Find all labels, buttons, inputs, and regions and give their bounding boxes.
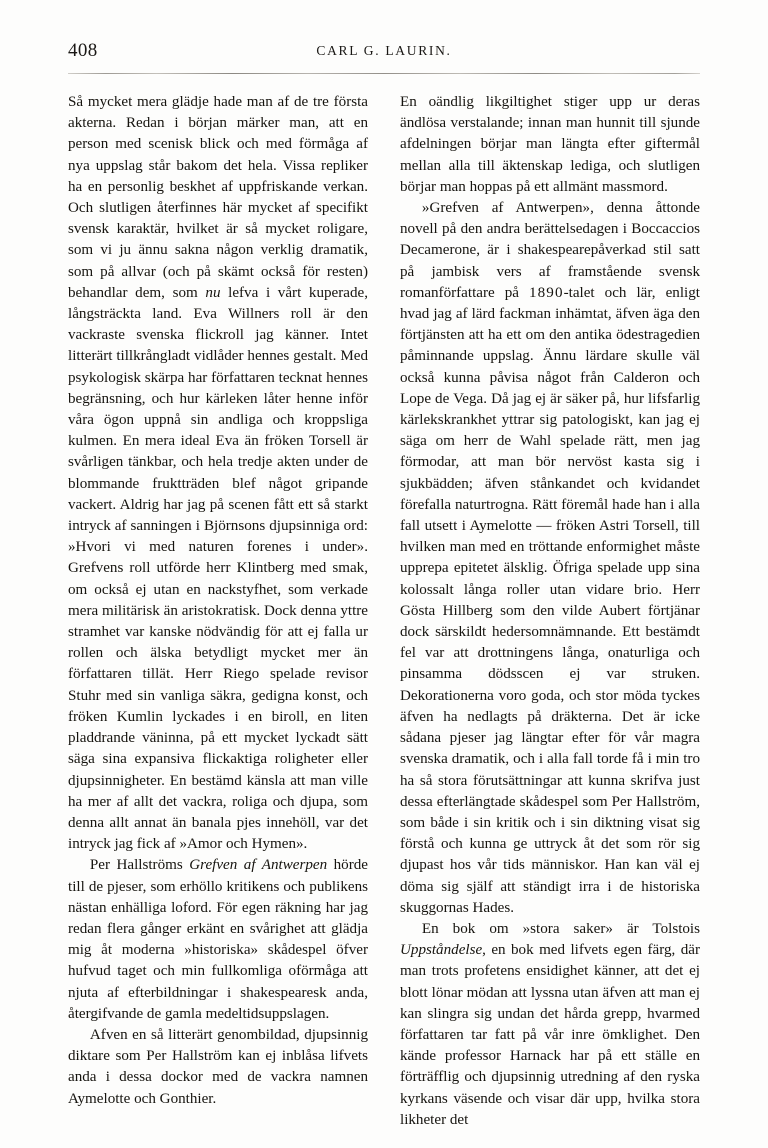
year-1890: 1890 xyxy=(529,284,564,301)
page-header xyxy=(68,40,700,70)
running-head: CARL G. LAURIN. xyxy=(316,43,452,58)
folio-number: 408 xyxy=(68,40,98,61)
paragraph-right-2 xyxy=(400,198,700,919)
paragraph-text: Så mycket mera glädje hade man af de tre första akterna. Redan i början märker man, att en person med scenisk blick och med förmåga af nya uppslag står bakom det hela. Vissa repliker ha en personlig beskhet af uppfriskande verkan. Och slutligen återfinnes här mycket af specifikt svensk karaktär, hvilket är så mycket roligare, som vi ju ännu sakna någon verklig dramatik, som på allvar (och på skämt också för resten) behandlar dem, som xyxy=(68,94,368,301)
paragraph-left-1 xyxy=(68,92,368,855)
header-rule xyxy=(68,73,700,74)
left-column xyxy=(68,92,368,1131)
right-column xyxy=(400,92,700,1131)
paragraph-left-3: Afven en så litterärt genombildad, djupsinnig diktare som Per Hallström kan ej inblåsa lifvets anda i dessa dockor med de vackra namnen Aymelotte och Gonthier. xyxy=(68,1026,368,1107)
paragraph-right-3 xyxy=(400,919,700,1131)
paragraph-text-cont: -talet och lär, enligt hvad jag af lärd fackman inhämtat, äfven äga den förtjänsten att ha ett om den antika ödestragedien påminnande uppslag. Ännu lärdare skulle väl också kunna påvisa något från Calderon och Lope de Vega. Då jag ej är säker på, hur lifsfarlig kärlekskrankhet yttrar sig patologiskt, kan jag ej säga om herr de Wahl spelade rätt, men jag förmodar, att man bör nervöst kasta sig i sjukbädden; äfven stånkandet och kvidandet förefalla naturtrogna. Rätt föremål hade han i alla fall utsett i Aymelotte — fröken Astri Torsell, till hvilken man med en tröttande enformighet måste upprepa epitetet älsklig. Öfriga spelade upp sina kolossalt långa roller utan vidare brio. Herr Gösta Hillberg som den vilde Aubert förtjänar dock särskildt hedersomnämnande. Ett bestämdt fel var att drottningens långa, onaturliga och pinsamma dödsscen ej var struken. Dekorationerna voro goda, och stor möda tyckes äfven ha nedlagts på dräkterna. Det är icke sådana pjeser jag längtar efter för vår magra svenska dramatik, och i alla fall torde få i min tro ha så stora förutsättningar att kunna skrifva just dessa efterlängtade skådespel som Per Hallström, som både i sin kritik och i sin diktning visat sig förstå och kunna ge uttryck åt det som rör sig djupast hos vår tids människor. Han kan väl ej döma sig själf att ständigt irra i de historiska skuggornas Hades. xyxy=(400,284,700,916)
paragraph-text-cont: , en bok med lifvets egen färg, där man trots profetens ensidighet känner, att det ej blott lönar mödan att lyssna utan äfven att man ej kan slingra sig undan det hårda grepp, hvarmed författaren tar fatt på vår inre ömklighet. Den kände professor Harnack har på ett ställe en förträfflig och djupsinnig utredning af den ryska kyrkans väsende och visar där upp, hvilka stora likheter det xyxy=(400,942,700,1128)
paragraph-right-1: En oändlig likgiltighet stiger upp ur deras ändlösa verstalande; innan man hunnit till sjunde afdelningen börjar man längta efter giftermål mellan alla till äktenskap lediga, och slutligen börjar man hoppas på ett allmänt massmord. xyxy=(400,94,700,195)
paragraph-text-cont: hörde till de pjeser, som erhöllo kritikens och publikens nästan enhälliga loford. För egen räkning har jag redan flera gånger erkänt en svårighet att glädja mig åt moderna »historiska» skådespel öfver hufvud taget och min fullkomliga oförmåga att njuta af efterbildningar i shakespearesk anda, återgifvande de gamla medeltidsuppslagen. xyxy=(68,857,368,1022)
body-columns xyxy=(68,92,700,1131)
work-title-grefven-af-antwerpen: Grefven af Antwerpen xyxy=(189,857,328,874)
paragraph-text: »Grefven af Antwerpen», denna åttonde novell på den andra berättelsedagen i Boccaccios Decamerone, är i shakespearepåverkad stil satt på jambisk vers af framstående svensk romanförfattare på xyxy=(400,200,700,301)
paragraph-text-cont: lefva i vårt kuperade, långsträckta land. Eva Willners roll är den vackraste svenska flickroll jag känner. Intet litterärt tillkrångladt vidlåder hennes gestalt. Med psykologisk skärpa har författaren tecknat hennes begränsning, och hur kärleken låter henne inför våra ögon uppnå sin andliga och kroppsliga kulmen. En mera ideal Eva än fröken Torsell är svårligen tänkbar, och hela tredje akten under de blommande fruktträden blef något gripande vackert. Aldrig har jag på scenen fått ett så starkt intryck af sanningen i Björnsons djupsinniga ord: »Hvori vi med naturen forenes i under». Grefvens roll utförde herr Klintberg med smak, om också ej utan en nackstyfhet, som verkade mera militärisk än aristokratisk. Dock denna yttre stramhet var kanske nödvändig för att ej falla ur rollen och älska betydligt mycket mer än författaren tillät. Herr Riego spelade revisor Stuhr med sin vanliga säkra, gedigna konst, och fröken Kumlin lyckades i en biroll, en liten pladdrande väninna, på ett mycket lyckadt sätt säga sina expansiva flickaktiga roligheter eller djupsinnigheter. En bestämd känsla att man ville ha mer af allt det vackra, roliga och djupa, som denna allt annat än banala pjes innehöll, var det intryck jag fick af »Amor och Hymen». xyxy=(68,284,368,853)
emphasis-nu: nu xyxy=(205,284,221,301)
paragraph-text: En bok om »stora saker» är Tolstois xyxy=(421,920,700,937)
paragraph-left-2 xyxy=(68,855,368,1025)
work-title-uppstandelse: Uppståndelse xyxy=(400,942,483,959)
paragraph-text: Per Hallströms xyxy=(89,857,190,874)
